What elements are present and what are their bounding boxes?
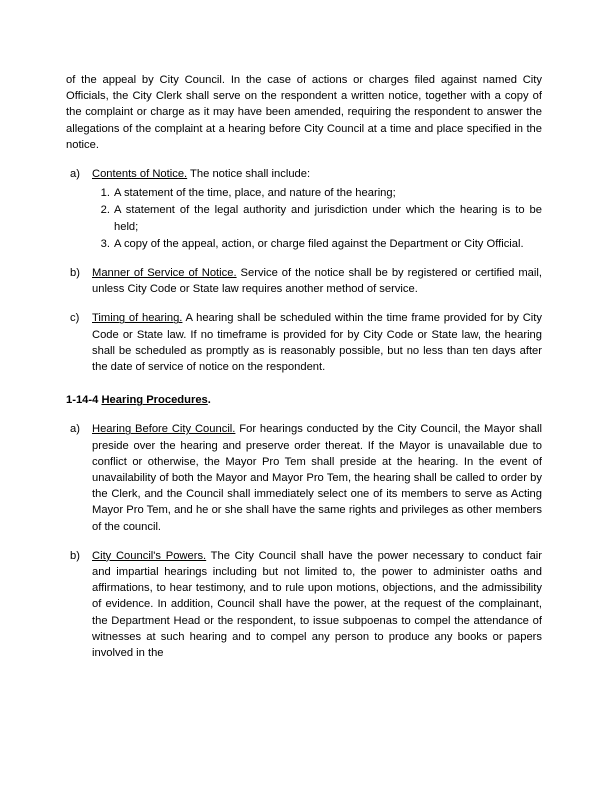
list-item xyxy=(92,236,542,252)
opening-paragraph: of the appeal by City Council. In the case of actions or charges filed against named City Officials, the City Clerk shall serve on the respondent a written notice, together with a copy of the complaint or charge as it may have been amended, requiring the respondent to answer the allegations of the complaint at a hearing before City Council at a time and place specified in the notice. xyxy=(66,74,542,151)
list-item xyxy=(92,202,542,234)
lettered-list-first xyxy=(66,166,542,375)
list-item xyxy=(66,310,542,375)
list-marker: a) xyxy=(70,168,80,181)
list-item xyxy=(66,421,542,534)
list-marker: a) xyxy=(70,423,80,436)
list-item-text: For hearings conducted by the City Council, the Mayor shall preside over the hearing and preserve order thereat. If the Mayor is unavailable due to conflict or otherwise, the Mayor Pro Tem shall preside at the hearing. In the event of unavailability of both the Mayor and Mayor Pro Tem, the hearing shall be called to order by the Clerk, and the Council shall immediately select one of its members to serve as Acting Mayor Pro Tem, and he or she shall have the same rights and privileges as other members of the council. xyxy=(92,423,542,533)
list-item-lead: Timing of hearing. xyxy=(92,312,183,325)
list-item-lead: City Council's Powers. xyxy=(92,549,207,562)
list-marker: b) xyxy=(70,549,80,562)
list-marker: 3. xyxy=(100,237,110,250)
list-item-lead: Hearing Before City Council. xyxy=(92,423,236,436)
list-item-text: A statement of the legal authority and jurisdiction under which the hearing is to be held; xyxy=(114,204,542,233)
list-item xyxy=(66,548,542,661)
list-marker: b) xyxy=(70,267,80,280)
list-item-text: A hearing shall be scheduled within the time frame provided for by City Code or State law. If no timeframe is provided for by City Code or State law, the hearing shall be scheduled as promptly as is reasonably possible, but no less than ten days after the date of service of notice on the respondent. xyxy=(92,312,542,374)
list-item xyxy=(66,166,542,252)
document-body xyxy=(66,72,542,661)
list-item-text: The City Council shall have the power necessary to conduct fair and impartial hearings including but not limited to, the power to administer oaths and affirmations, to hear testimony, and to rule upon motions, objections, and the admissibility of evidence. In addition, Council shall have the power, at the request of the complainant, the Department Head or the respondent, to issue subpoenas to compel the attendance of witnesses at such hearing and to compel any person to produce any books or papers involved in the xyxy=(92,549,542,660)
section-title: Hearing Procedures xyxy=(101,394,208,407)
list-item-lead: Manner of Service of Notice. xyxy=(92,267,237,280)
list-item-text: A statement of the time, place, and nature of the hearing; xyxy=(114,187,396,200)
list-item-lead: Contents of Notice. xyxy=(92,168,188,181)
list-item xyxy=(66,265,542,297)
list-item-text: A copy of the appeal, action, or charge filed against the Department or City Official. xyxy=(114,237,524,250)
section-number: 1-14-4 xyxy=(66,394,99,407)
list-marker: 1. xyxy=(100,187,110,200)
list-marker: 2. xyxy=(100,204,110,217)
numbered-sublist xyxy=(92,185,542,252)
list-marker: c) xyxy=(70,312,80,325)
lettered-list-second xyxy=(66,421,542,661)
section-trailing: . xyxy=(207,394,211,407)
list-item-text: Service of the notice shall be by registered or certified mail, unless City Code or State law requires another method of service. xyxy=(92,267,542,296)
list-item xyxy=(92,185,542,201)
section-heading xyxy=(66,392,542,408)
list-item-text: The notice shall include: xyxy=(187,168,311,181)
